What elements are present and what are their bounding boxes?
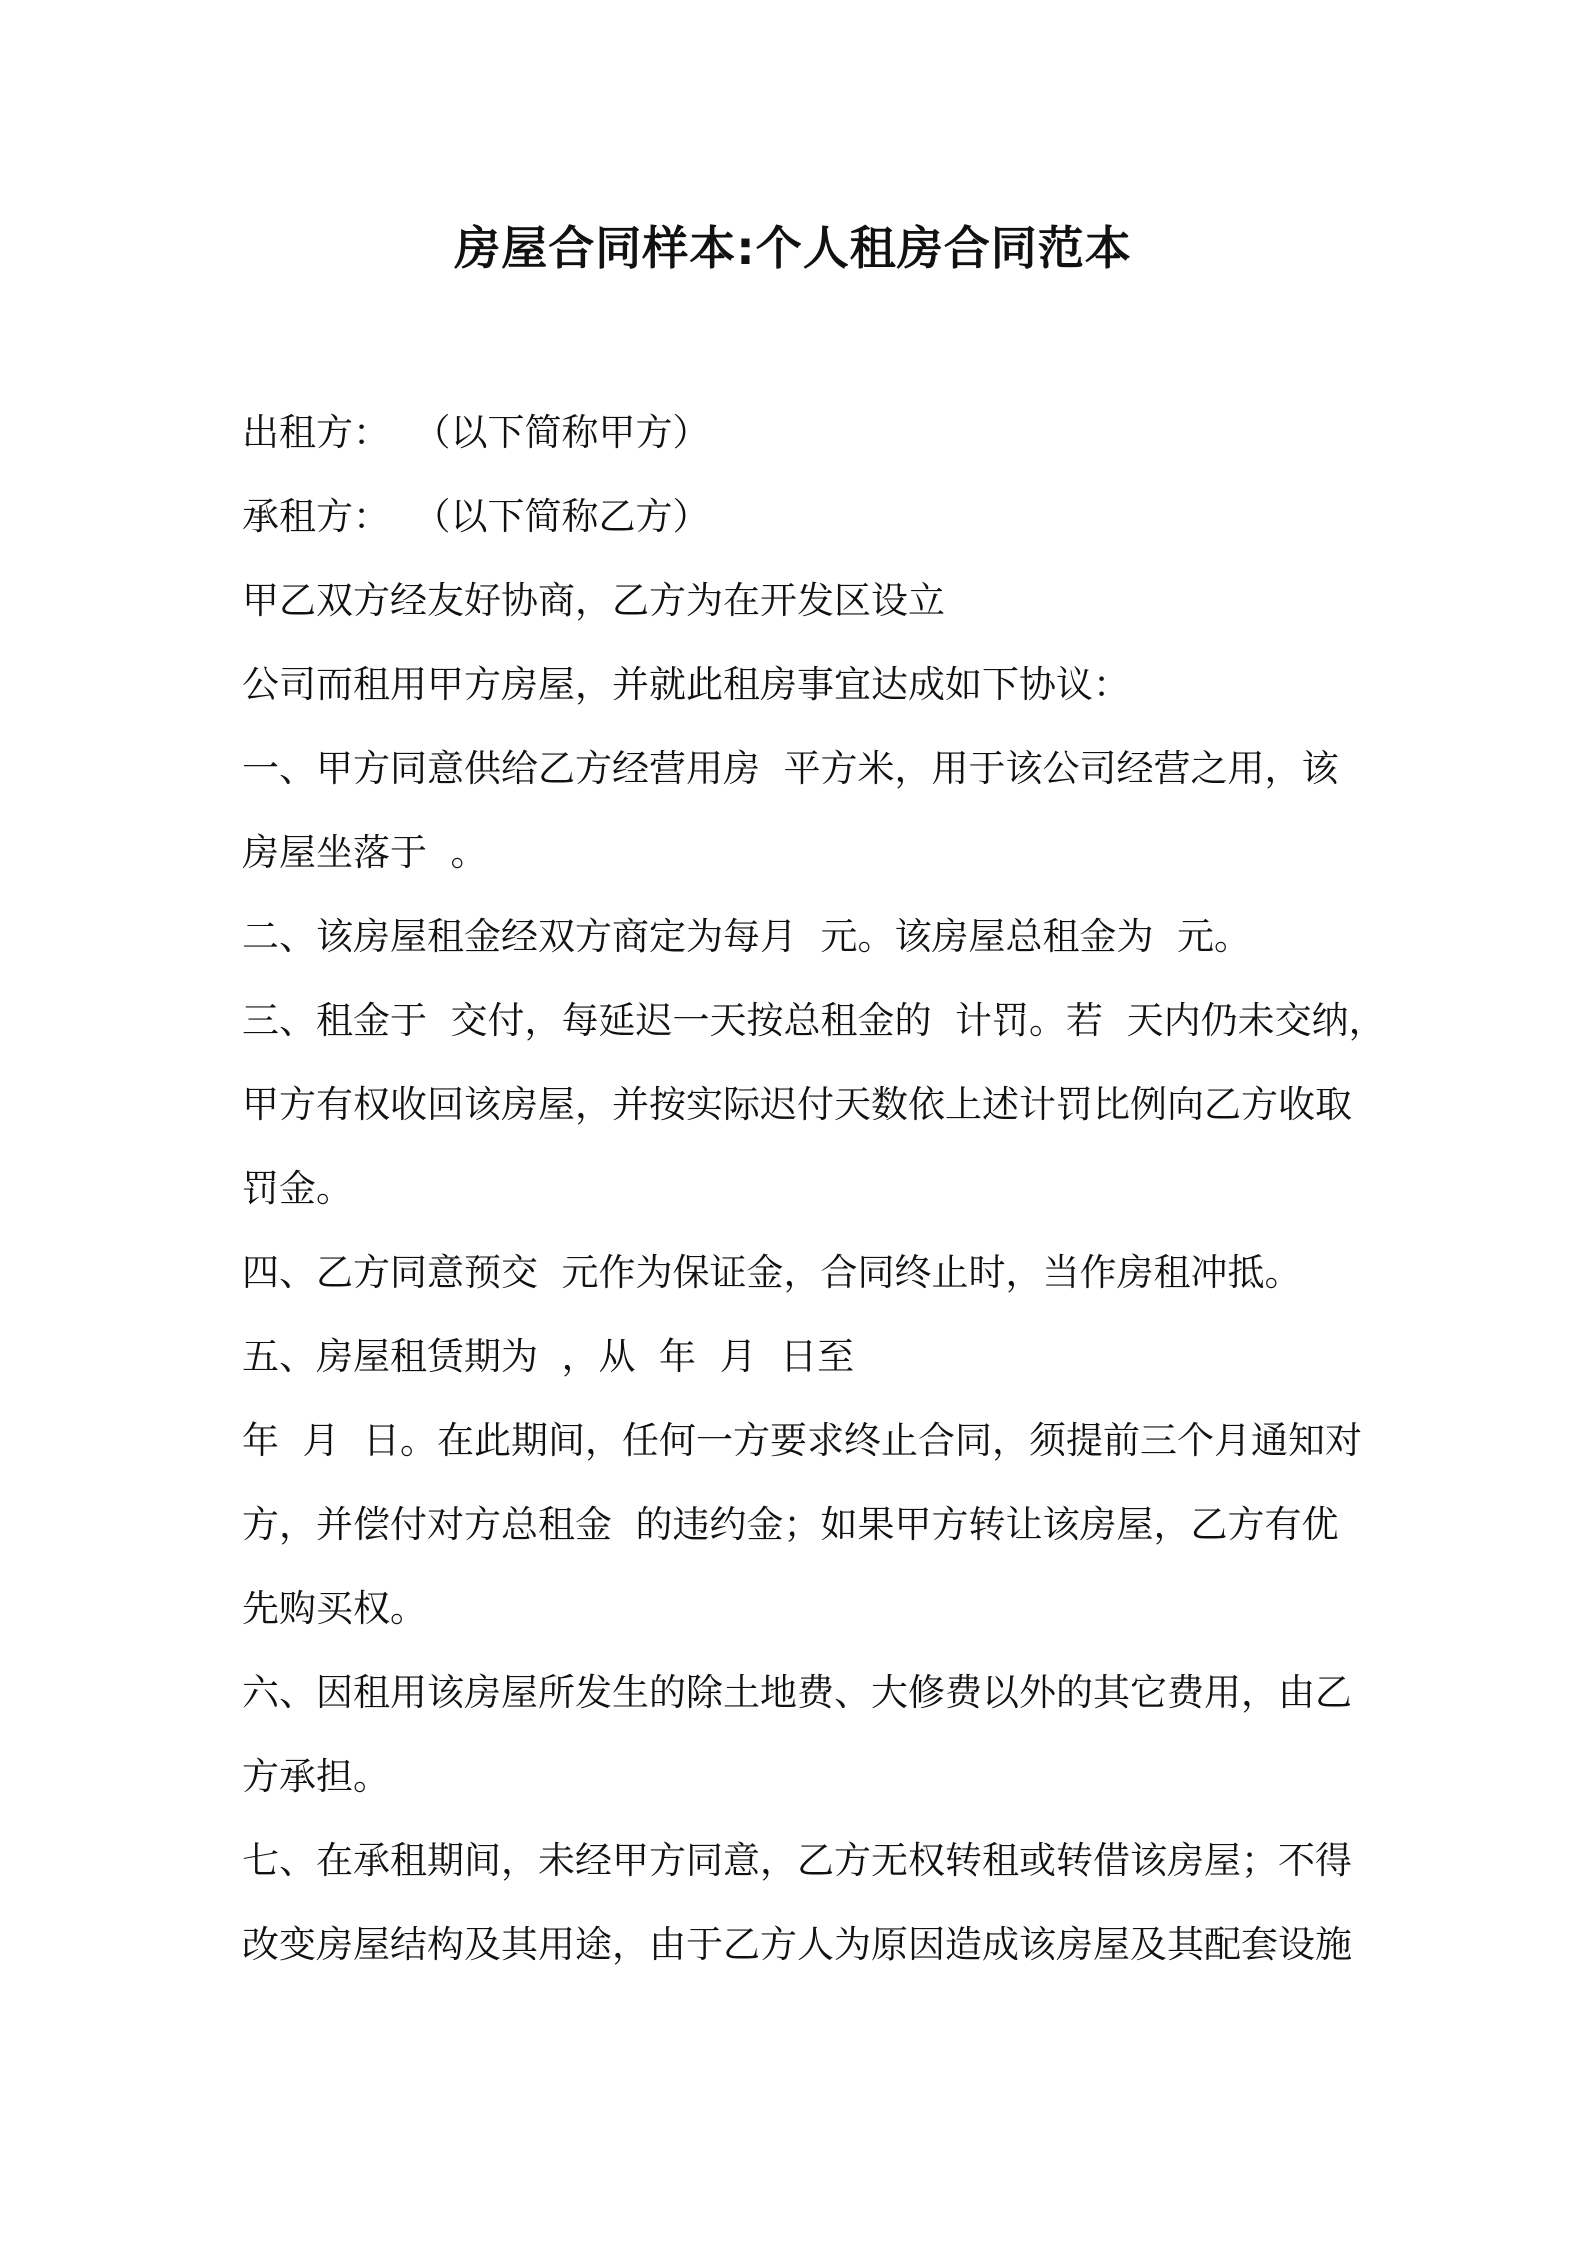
clause-1-line-1: 一、甲方同意供给乙方经营用房 平方米，用于该公司经营之用，该 <box>242 747 1339 790</box>
party-a-line: 出租方： （以下简称甲方） <box>242 411 710 454</box>
document-title: 房屋合同样本:个人租房合同范本 <box>454 221 1132 275</box>
clause-5-line-2: 年 月 日。在此期间，任何一方要求终止合同，须提前三个月通知对 <box>242 1419 1363 1462</box>
preamble-line-1: 甲乙双方经友好协商，乙方为在开发区设立 <box>242 579 945 622</box>
clause-2-line-1: 二、该房屋租金经双方商定为每月 元。该房屋总租金为 元。 <box>242 915 1252 958</box>
clause-7-line-1: 七、在承租期间，未经甲方同意，乙方无权转租或转借该房屋；不得 <box>242 1839 1352 1882</box>
clause-3-line-2: 甲方有权收回该房屋，并按实际迟付天数依上述计罚比例向乙方收取 <box>242 1083 1352 1126</box>
clause-3-line-1: 三、租金于 交付，每延迟一天按总租金的 计罚。若 天内仍未交纳， <box>242 999 1386 1042</box>
clause-5-line-1: 五、房屋租赁期为 ，从 年 月 日至 <box>242 1335 855 1378</box>
clause-4-line-1: 四、乙方同意预交 元作为保证金，合同终止时，当作房租冲抵。 <box>242 1251 1302 1294</box>
clause-1-line-2: 房屋坐落于 。 <box>242 831 488 874</box>
party-b-line: 承租方： （以下简称乙方） <box>242 495 710 538</box>
clause-6-line-2: 方承担。 <box>242 1755 390 1798</box>
clause-6-line-1: 六、因租用该房屋所发生的除土地费、大修费以外的其它费用，由乙 <box>242 1671 1352 1714</box>
clause-5-line-3: 方，并偿付对方总租金 的违约金；如果甲方转让该房屋，乙方有优 <box>242 1503 1339 1546</box>
clause-3-line-3: 罚金。 <box>242 1167 353 1210</box>
clause-7-line-2: 改变房屋结构及其用途，由于乙方人为原因造成该房屋及其配套设施 <box>242 1923 1352 1966</box>
preamble-line-2: 公司而租用甲方房屋，并就此租房事宜达成如下协议： <box>242 663 1130 706</box>
clause-5-line-4: 先购买权。 <box>242 1587 427 1630</box>
document-body <box>242 0 1386 1966</box>
